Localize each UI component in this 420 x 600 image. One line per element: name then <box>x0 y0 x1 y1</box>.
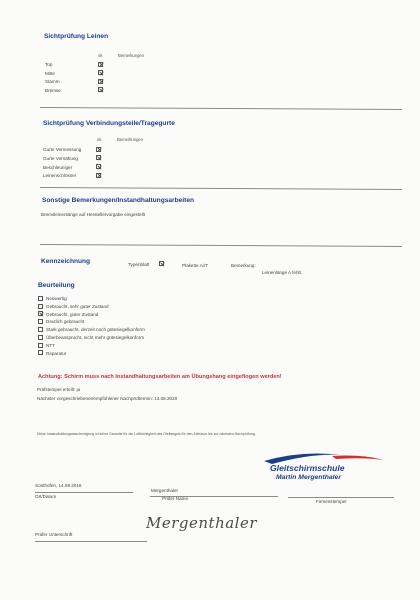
verbindung-row-checkbox[interactable] <box>96 155 101 160</box>
sonstige-title: Sonstige Bemerkungen/Instandhaltungsarbeiten <box>42 197 195 204</box>
leinen-title: Sichtprüfung Leinen <box>44 33 109 40</box>
pruefstempel-text: Prüfstempel erteilt: ja <box>37 387 81 392</box>
beurteilung-checkbox[interactable] <box>38 335 43 340</box>
kennzeichnung-title: Kennzeichnung <box>41 258 91 265</box>
verbindung-row-checkbox[interactable] <box>96 173 101 178</box>
leinen-remarks-header: Bemerkungen <box>118 53 145 58</box>
leinen-row-checkbox[interactable] <box>98 70 103 75</box>
verbindung-remarks-header: Bemerkungen <box>117 137 144 142</box>
verbindung-row-label: Beschleuniger <box>43 164 73 170</box>
leinen-row-label: Top <box>45 62 53 67</box>
ort-datum-label: Ort/Datum <box>35 494 57 499</box>
bemerkung-label: Bemerkung: <box>231 263 256 268</box>
pruefer-name-label: Prüfer Name <box>162 496 189 501</box>
beurteilung-label: NTT <box>46 342 55 348</box>
beurteilung-checkbox[interactable] <box>38 350 43 355</box>
typenblatt-checkbox[interactable] <box>159 261 164 266</box>
unterschrift-label: Prüfer Unterschrift <box>35 532 73 537</box>
leinen-row-checkbox[interactable] <box>98 79 103 84</box>
disclaimer-text: Diese Instandhaltungsbescheinigung ist keine Garantie für die Lufttüchtigkeit des Gleitsegels für den Zeitraum bis zur nächsten Nachprüfung. <box>37 432 256 436</box>
plakette-label: Plakette AirT <box>182 263 209 268</box>
leinen-row-checkbox[interactable] <box>98 62 103 67</box>
bemerkung-text: Leinenlänge A fehlt. <box>262 270 303 275</box>
beurteilung-label: Gebraucht, sehr guter Zustand <box>46 303 109 309</box>
leinen-row-checkbox[interactable] <box>98 87 103 92</box>
leinen-row-label: Stamm <box>45 79 60 84</box>
beurteilung-checkbox[interactable] <box>38 319 43 324</box>
beurteilung-checkbox[interactable] <box>38 304 43 309</box>
beurteilung-label: Gebraucht, guter Zustand <box>46 311 99 317</box>
beurteilung-checkbox[interactable] <box>38 343 43 348</box>
sonstige-text: Bremsleinenlänge auf Herstellervorgabe eingestellt <box>41 212 145 217</box>
logo-line1: Gleitschirmschule <box>270 463 345 473</box>
leinen-row-label: Bremse <box>45 87 61 93</box>
divider <box>40 187 402 190</box>
beurteilung-label: Deutlich gebraucht <box>46 319 85 325</box>
verbindung-row-label: Gurte Vernähung <box>43 155 78 161</box>
beurteilung-checkbox[interactable] <box>38 311 43 316</box>
leinen-row-label: Mitte <box>45 70 55 76</box>
logo-line2: Martin Mergenthaler <box>276 474 341 481</box>
unterschrift-line <box>35 541 147 542</box>
verbindung-title: Sichtprüfung Verbindungsteile/Tragegurte <box>43 120 175 127</box>
verbindung-row-label: Leinenschlösser <box>43 173 77 179</box>
verbindung-row-checkbox[interactable] <box>96 147 101 152</box>
school-logo <box>262 452 388 486</box>
beurteilung-label: Überbeansprucht, nicht mehr gütesiegelkonform <box>46 335 145 340</box>
firmenstempel-label: Firmenstempel <box>316 499 347 504</box>
verbindung-ok-header: ok <box>97 137 102 142</box>
beurteilung-title: Beurteilung <box>38 282 75 289</box>
beurteilung-checkbox[interactable] <box>38 327 43 332</box>
verbindung-row-label: Gurte Vermessung <box>43 147 82 152</box>
handwritten-signature: Mergenthaler <box>146 514 258 532</box>
beurteilung-label: Neuwertig <box>46 296 67 301</box>
beurteilung-label: Stark gebraucht, derzeit noch gütesiegelkonform <box>46 327 145 333</box>
pruefer-name-value: Mergenthaler <box>151 488 179 493</box>
warning-text: Achtung: Schirm muss nach Instandhaltungsarbeiten am Übungshang eingeflogen werden! <box>38 374 282 380</box>
beurteilung-checkbox[interactable] <box>38 296 43 301</box>
beurteilung-label: Reparatur <box>46 350 67 356</box>
ort-datum-value: Sonthofen, 14.08.2018 <box>35 483 82 488</box>
firmenstempel-line <box>288 497 394 498</box>
divider <box>40 107 402 110</box>
divider <box>40 244 402 247</box>
verbindung-row-checkbox[interactable] <box>96 164 101 169</box>
next-inspection-text: Nächster vorgeschriebener/empfohlener Nachprüftermin: 13.08.2020 <box>37 396 178 401</box>
ort-datum-line <box>35 492 133 493</box>
leinen-ok-header: ok <box>98 53 103 58</box>
typenblatt-label: Typenblatt <box>128 262 150 267</box>
